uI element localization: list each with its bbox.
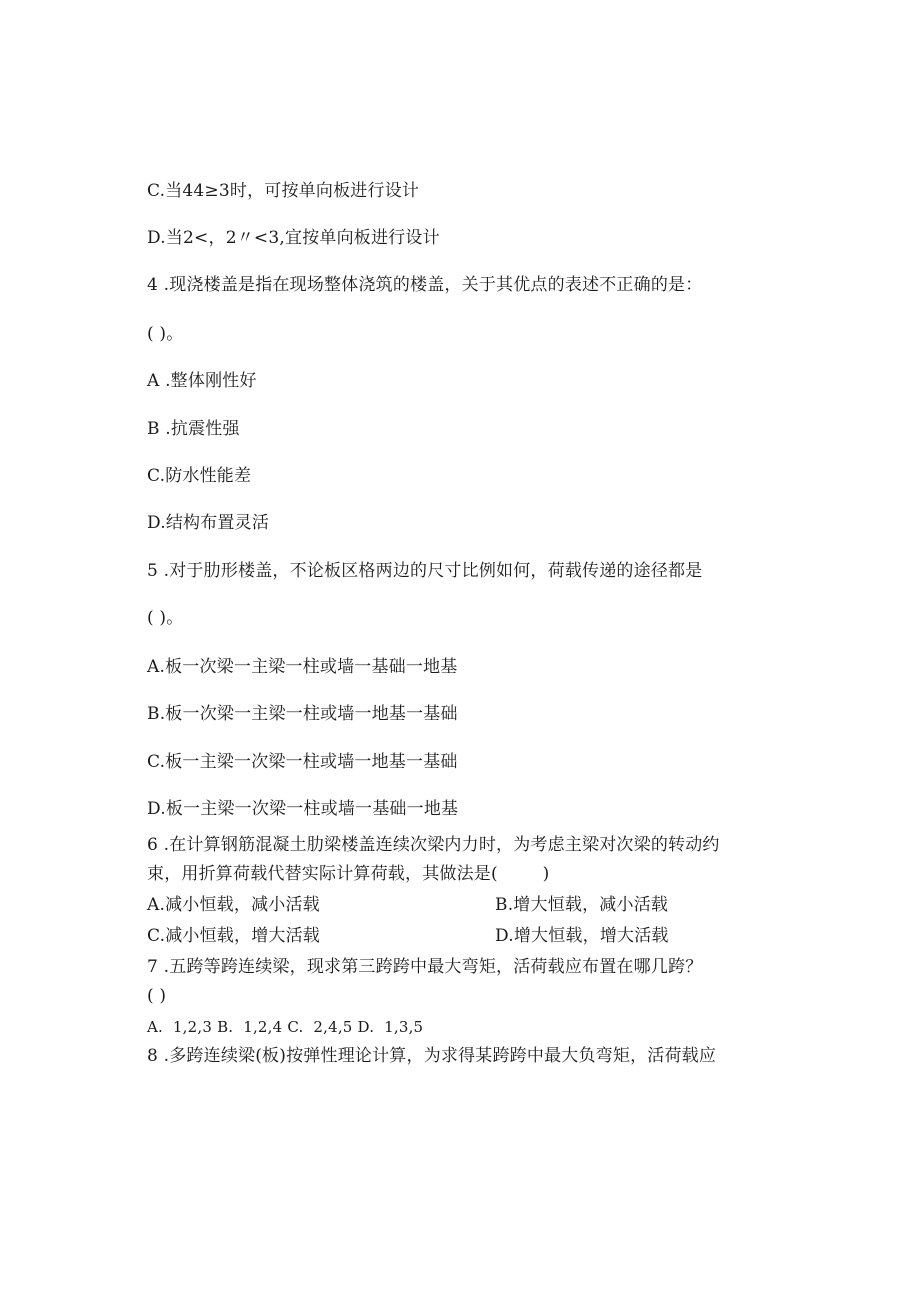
q7-stem: 7 .五跨等跨连续梁，现求第三跨跨中最大弯矩，活荷载应布置在哪几跨？ <box>147 957 703 977</box>
q4-option-a: A .整体刚性好 <box>147 371 257 391</box>
q5-option-a: A.板一次梁一主梁一柱或墙一基础一地基 <box>147 657 458 677</box>
q5-option-d: D.板一主梁一次梁一柱或墙一基础一地基 <box>147 799 459 819</box>
q3-option-c: C.当44≥3时，可按单向板进行设计 <box>147 181 420 201</box>
q6-option-d: D.增大恒载，增大活载 <box>495 926 669 946</box>
q5-option-c: C.板一主梁一次梁一柱或墙一地基一基础 <box>147 752 458 772</box>
q4-option-b: B .抗震性强 <box>147 419 240 439</box>
q3-option-d: D.当2<，2〃<3,宜按单向板进行设计 <box>147 228 440 248</box>
q6-stem-line1: 6 .在计算钢筋混凝土肋梁楼盖连续次梁内力时，为考虑主梁对次梁的转动约 <box>147 835 720 855</box>
q7-answer-paren: ( ) <box>147 986 167 1006</box>
q5-option-b: B.板一次梁一主梁一柱或墙一地基一基础 <box>147 704 458 724</box>
q6-stem-line2: 束，用折算荷载代替实际计算荷载，其做法是( ) <box>147 864 550 884</box>
q7-options: A. 1,2,3 B. 1,2,4 C. 2,4,5 D. 1,3,5 <box>147 1018 424 1036</box>
q4-option-c: C.防水性能差 <box>147 466 252 486</box>
q4-stem: 4 .现浇楼盖是指在现场整体浇筑的楼盖，关于其优点的表述不正确的是： <box>147 275 703 295</box>
q4-answer-paren: ( )。 <box>147 324 184 344</box>
q6-option-b: B.增大恒载，减小活载 <box>495 895 669 915</box>
q6-option-c: C.减小恒载，增大活载 <box>147 926 321 946</box>
q6-option-a: A.减小恒载，减小活载 <box>147 895 320 915</box>
q5-answer-paren: ( )。 <box>147 608 184 628</box>
q4-option-d: D.结构布置灵活 <box>147 513 270 533</box>
q5-stem: 5 .对于肋形楼盖，不论板区格两边的尺寸比例如何，荷载传递的途径都是 <box>147 561 703 581</box>
q8-stem: 8 .多跨连续梁(板)按弹性理论计算，为求得某跨跨中最大负弯矩，活荷载应 <box>147 1046 717 1066</box>
